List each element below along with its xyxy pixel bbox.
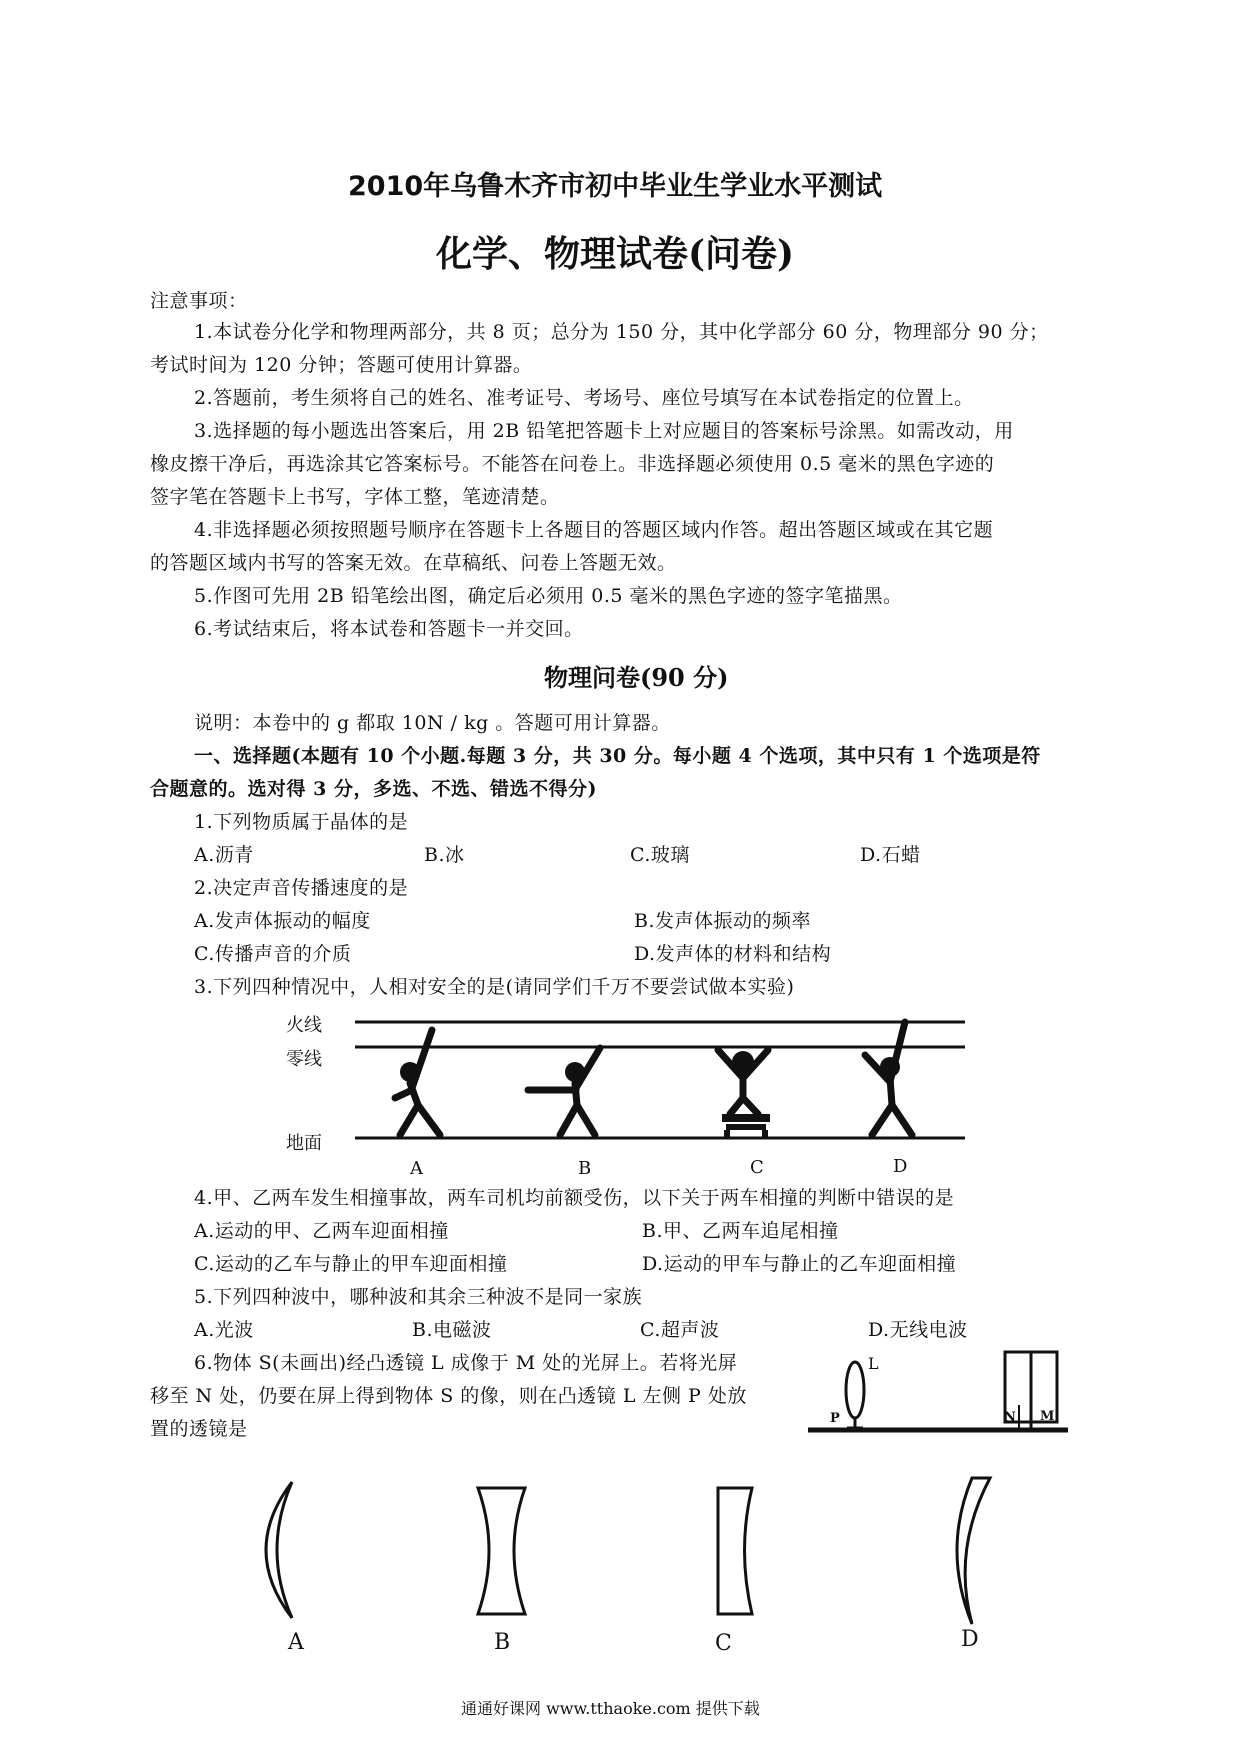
q2-option-d: D.发声体的材料和结构 [634, 943, 832, 965]
section-heading: 合题意的。选对得 3 分，多选、不选、错选不得分) [150, 778, 597, 800]
notice-line: 6.考试结束后，将本试卷和答题卡一并交回。 [194, 618, 584, 640]
exam-subtitle: 化学、物理试卷(问卷) [436, 233, 795, 275]
notice-line: 3.选择题的每小题选出答案后，用 2B 铅笔把答题卡上对应题目的答案标号涂黑。如需改动，用 [194, 420, 1014, 442]
q1-option-a: A.沥青 [194, 844, 254, 866]
neutral-wire-label: 零线 [286, 1049, 322, 1070]
lens-b-icon [478, 1488, 525, 1614]
ground-label: 地面 [286, 1133, 322, 1154]
footer-credit: 通通好课网 www.tthaoke.com 提供下载 [461, 1699, 760, 1718]
q5-option-c: C.超声波 [640, 1319, 720, 1341]
q5-option-b: B.电磁波 [412, 1319, 492, 1341]
lens-label-c: C [715, 1631, 732, 1656]
notice-heading: 注意事项： [150, 290, 248, 312]
fig-label-d: D [893, 1156, 908, 1177]
physics-heading: 物理问卷(90 分) [544, 663, 729, 692]
fig-label-b: B [578, 1158, 592, 1179]
lens-d-icon [957, 1478, 990, 1624]
lens-label-b: B [494, 1630, 511, 1655]
q2-option-a: A.发声体振动的幅度 [194, 910, 371, 932]
q4-option-b: B.甲、乙两车追尾相撞 [642, 1220, 839, 1242]
q4-option-a: A.运动的甲、乙两车迎面相撞 [194, 1220, 449, 1242]
notice-line: 橡皮擦干净后，再选涂其它答案标号。不能答在问卷上。非选择题必须使用 0.5 毫米的黑色字迹的 [150, 453, 995, 475]
notice-line: 2.答题前，考生须将自己的姓名、准考证号、考场号、座位号填写在本试卷指定的位置上。 [194, 387, 974, 409]
fig-label-l: L [868, 1354, 879, 1373]
physics-note: 说明：本卷中的 g 都取 10N / kg 。答题可用计算器。 [194, 712, 671, 734]
q4-option-c: C.运动的乙车与静止的甲车迎面相撞 [194, 1253, 508, 1275]
section-heading: 一、选择题(本题有 10 个小题.每题 3 分，共 30 分。每小题 4 个选项，其中只有 1 个选项是符 [194, 745, 1041, 767]
question-6-stem: 6.物体 S(未画出)经凸透镜 L 成像于 M 处的光屏上。若将光屏 [194, 1352, 738, 1374]
q5-option-a: A.光波 [194, 1319, 254, 1341]
live-wire-label: 火线 [286, 1015, 322, 1036]
fig-label-a: A [410, 1158, 423, 1179]
question-3-stem: 3.下列四种情况中，人相对安全的是(请同学们千万不要尝试做本实验) [194, 976, 795, 998]
q5-option-d: D.无线电波 [868, 1319, 968, 1341]
q1-option-b: B.冰 [424, 844, 465, 866]
notice-line: 的答题区域内书写的答案无效。在草稿纸、问卷上答题无效。 [150, 552, 677, 574]
fig-label-c: C [750, 1157, 764, 1178]
question-5-stem: 5.下列四种波中，哪种波和其余三种波不是同一家族 [194, 1286, 643, 1308]
lens-label-d: D [961, 1627, 979, 1652]
lens-a-icon [266, 1482, 292, 1618]
question-4-stem: 4.甲、乙两车发生相撞事故，两车司机均前额受伤，以下关于两车相撞的判断中错误的是 [194, 1187, 955, 1209]
q1-option-d: D.石蜡 [860, 844, 921, 866]
lens-c-icon [718, 1488, 752, 1614]
notice-line: 签字笔在答题卡上书写，字体工整，笔迹清楚。 [150, 486, 560, 508]
fig-label-p: P [830, 1411, 840, 1426]
question-1-stem: 1.下列物质属于晶体的是 [194, 811, 409, 833]
exam-title: 2010年乌鲁木齐市初中毕业生学业水平测试 [348, 171, 883, 202]
question-6-stem: 置的透镜是 [150, 1418, 248, 1440]
notice-line: 1.本试卷分化学和物理两部分，共 8 页；总分为 150 分，其中化学部分 60 分，物理部分 90 分； [194, 321, 1049, 343]
q2-option-b: B.发声体振动的频率 [634, 910, 812, 932]
q4-option-d: D.运动的甲车与静止的乙车迎面相撞 [642, 1253, 957, 1275]
notice-line: 考试时间为 120 分钟；答题可使用计算器。 [150, 354, 533, 376]
q2-option-c: C.传播声音的介质 [194, 943, 352, 965]
question-2-stem: 2.决定声音传播速度的是 [194, 877, 409, 899]
fig-label-n: N [1004, 1410, 1016, 1425]
lens-label-a: A [288, 1630, 304, 1655]
q1-option-c: C.玻璃 [630, 844, 690, 866]
fig-label-m: M [1040, 1409, 1055, 1424]
notice-line: 4.非选择题必须按照题号顺序在答题卡上各题目的答题区域内作答。超出答题区域或在其它题 [194, 519, 994, 541]
notice-line: 5.作图可先用 2B 铅笔绘出图，确定后必须用 0.5 毫米的黑色字迹的签字笔描黑。 [194, 585, 903, 607]
question-6-stem: 移至 N 处，仍要在屏上得到物体 S 的像，则在凸透镜 L 左侧 P 处放 [150, 1385, 747, 1407]
